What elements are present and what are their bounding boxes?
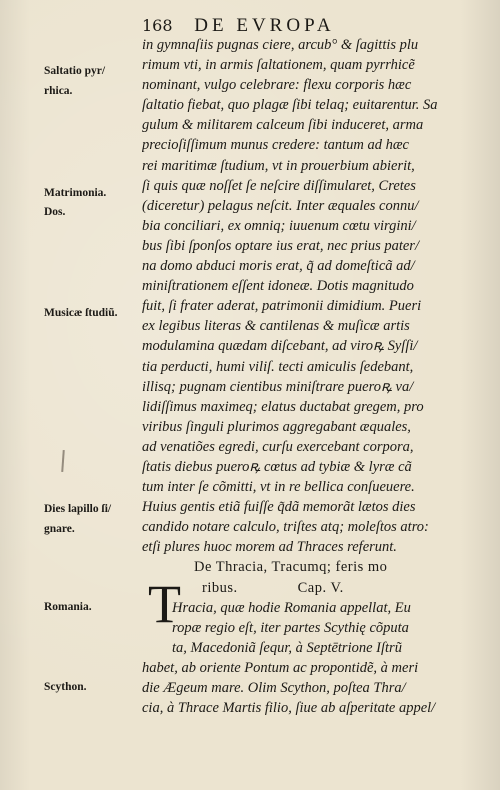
text-line: na domo abduci moris erat, q̃ ad domeſticã ad/ [142, 258, 415, 275]
chapter-heading-cont [142, 578, 478, 598]
margin-note: Dos. [44, 206, 66, 218]
text-line: rei maritimæ ſtudium, vt in prouerbium abierit, [142, 157, 415, 174]
text-line: viribus ſinguli plurimos aggregabant æquales, [142, 418, 411, 435]
body-text [142, 35, 478, 718]
text-line: ta, Macedoniã ſequr, à Septētrione Iſtrũ [172, 639, 402, 656]
margin-note: Musicæ ſtudiũ. [44, 307, 118, 319]
page-number: 168 [142, 16, 173, 35]
text-line: ſi quis quæ noſſet ſe neſcire diſſimularet, Cretes [142, 177, 416, 194]
text-line: miniſtrationem eſſent idoneæ. Dotis magnitudo [142, 278, 414, 295]
text-line: bia conciliari, ex omniq; iuuenum cœtu virgini/ [142, 217, 416, 234]
margin-note: Romania. [44, 601, 92, 613]
text-line: ex legibus literas & cantilenas & muſicæ artis [142, 318, 410, 335]
text-line: tia perducti, humi viliſ. tecti amiculis ſedebant, [142, 358, 414, 375]
text-line: bus ſibi ſponſos optare ius erat, nec prius pater/ [142, 237, 419, 254]
text-line: modulamina quædam diſcebant, ad viroꝶ Syſſi/ [142, 338, 418, 355]
text-line: ad venatiões egredi, curſu exercebant corpora, [142, 438, 414, 455]
margin-note: rhica. [44, 85, 73, 97]
text-line: lidiſſimus maximeq; elatus ductabat gregem, pro [142, 398, 424, 415]
chapter-heading: De Thracia, Tracumq; feris mo [194, 559, 388, 576]
running-title: DE EVROPA [194, 15, 335, 36]
margin-note: Saltatio pyr/ [44, 65, 106, 77]
chapter-heading-word: ribus. [202, 579, 238, 596]
chapter-number: Cap. V. [297, 579, 344, 596]
text-line: nominant, vulgo celebrare: flexu corporis hæc [142, 77, 412, 94]
text-line: die Ægeum mare. Olim Scython, poſtea Thra/ [142, 680, 406, 696]
margin-notes [44, 0, 144, 790]
text-line: cia, à Thrace Martis filio, ſiue ab aſperitate appel/ [142, 700, 436, 717]
text-line: rimum vti, in armis ſaltationem, quam pyrrhicẽ [142, 57, 415, 74]
text-line: Hracia, quæ hodie Romania appellat, Eu [172, 599, 411, 616]
text-line: fuit, ſi frater aderat, patrimonii dimidium. Pueri [142, 298, 422, 315]
margin-note: Scython. [44, 681, 87, 693]
margin-note: Dies lapillo ſi/ [44, 503, 112, 515]
text-line: precioſiſſimum munus credere: tantum ad hæc [142, 137, 409, 154]
text-line: ſtatis diebus pueroꝶ cœtus ad tybiæ & lyræ cã [142, 458, 412, 475]
text-line: candido notare calculo, triſtes atq; moleſtos atro: [142, 519, 429, 536]
text-line: etſi plures huoc morem ad Thraces referunt. [142, 539, 397, 556]
text-line: illisq; pugnam cientibus miniſtrare pueroꝶ va/ [142, 378, 414, 395]
text-line: habet, ab oriente Pontum ac propontidẽ, à meri [142, 659, 419, 676]
text-line: Huius gentis etiã fuiſſe q̃dã memorãt lætos dies [142, 499, 416, 516]
text-line: ſaltatio fiebat, quo plagæ ſibi telaq; euitarentur. Sa [142, 97, 438, 114]
margin-note: gnare. [44, 523, 75, 535]
text-line: tum inter ſe cõmitti, vt in re bellica conſueuere. [142, 479, 415, 496]
text-line: (diceretur) pelagus neſcit. Inter æquales connu/ [142, 197, 419, 214]
text-line: gulum & militarem calceum ſibi induceret, arma [142, 117, 424, 134]
text-line: in gymnaſiis pugnas ciere, arcub° & ſagittis plu [142, 37, 419, 53]
text-line: ropæ regio eſt, iter partes Scythię cõputa [172, 619, 409, 636]
margin-note: Matrimonia. [44, 187, 107, 199]
drop-cap: T [148, 574, 181, 634]
